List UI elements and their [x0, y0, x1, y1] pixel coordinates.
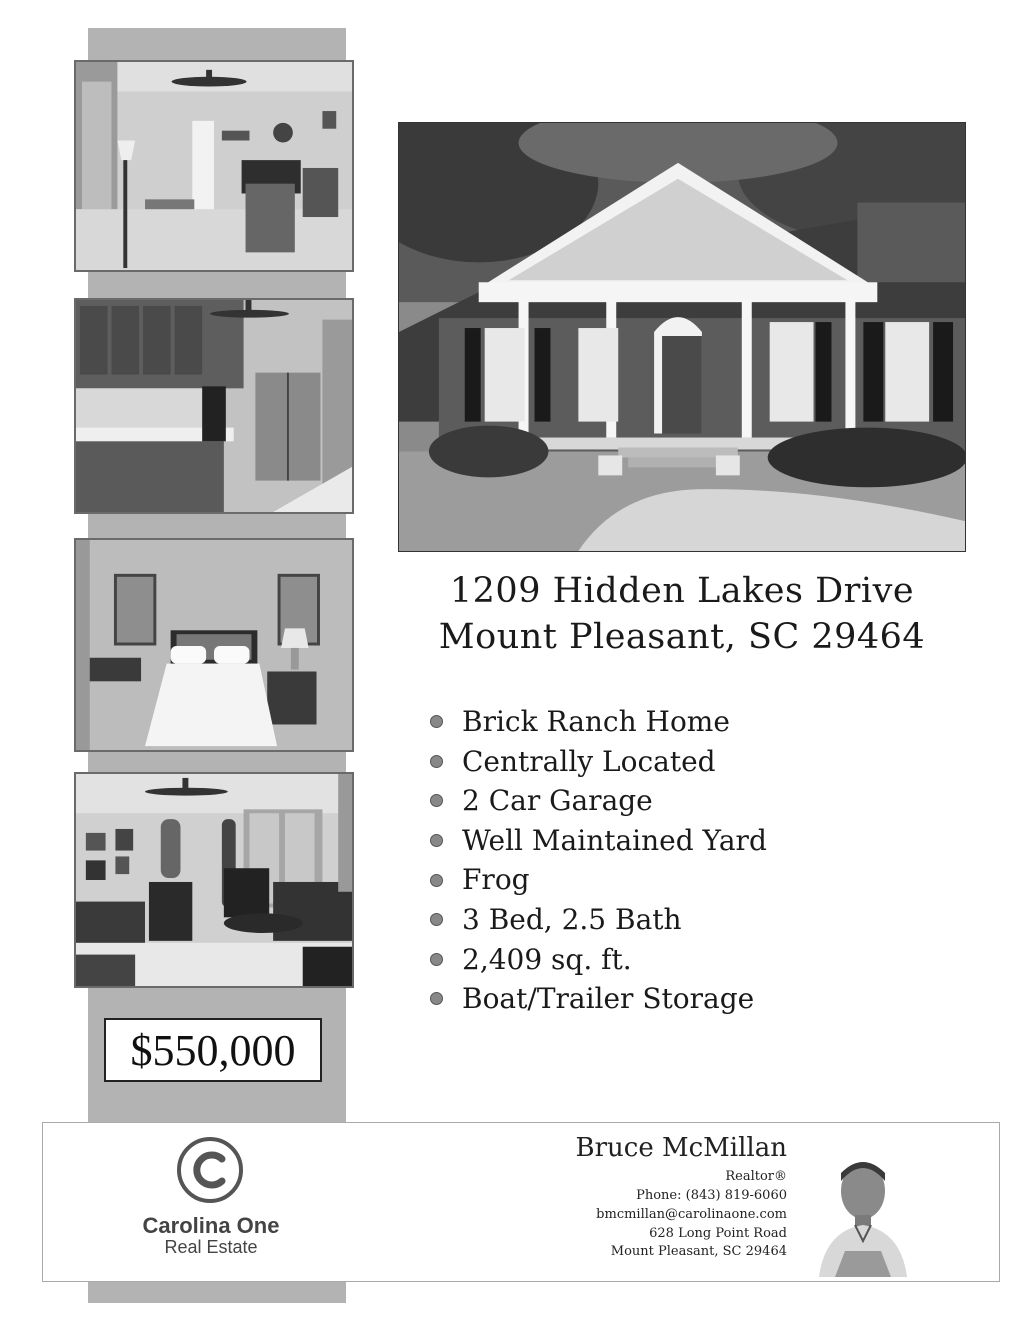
bullet-icon: [430, 715, 443, 728]
address-line-1: 1209 Hidden Lakes Drive: [449, 571, 915, 611]
bedroom-photo: [74, 538, 354, 752]
brokerage-name: Carolina One: [142, 1213, 280, 1238]
bullet-icon: [430, 992, 443, 1005]
feature-list: [430, 702, 767, 1019]
list-item: 2,409 sq. ft.: [430, 940, 767, 980]
bullet-icon: [430, 834, 443, 847]
agent-name: Bruce McMillan: [575, 1133, 787, 1163]
bullet-icon: [430, 794, 443, 807]
agent-city: Mount Pleasant, SC 29464: [610, 1244, 787, 1259]
bullet-icon: [430, 755, 443, 768]
house-exterior-photo: [398, 122, 966, 552]
agent-title: Realtor®: [725, 1169, 787, 1184]
list-item: Centrally Located: [430, 742, 767, 782]
address-line-2: Mount Pleasant, SC 29464: [438, 617, 926, 657]
agent-portrait-photo: [815, 1151, 911, 1277]
family-room-photo: [74, 772, 354, 988]
list-item: 2 Car Garage: [430, 781, 767, 821]
agent-street: 628 Long Point Road: [649, 1226, 787, 1241]
copyright-c-icon: [175, 1135, 245, 1205]
list-item: Frog: [430, 860, 767, 900]
bullet-icon: [430, 913, 443, 926]
list-item: Brick Ranch Home: [430, 702, 767, 742]
agent-phone: Phone: (843) 819-6060: [636, 1188, 787, 1203]
bullet-icon: [430, 953, 443, 966]
list-item: Boat/Trailer Storage: [430, 979, 767, 1019]
kitchen-photo: [74, 298, 354, 514]
list-item: Well Maintained Yard: [430, 821, 767, 861]
bullet-icon: [430, 874, 443, 887]
property-address: [398, 568, 966, 660]
brokerage-subtitle: Real Estate: [164, 1237, 258, 1257]
agent-email: bmcmillan@carolinaone.com: [596, 1207, 787, 1222]
listing-price: $550,000: [130, 1025, 296, 1075]
price-box: [104, 1018, 322, 1082]
footer-contact-box: [42, 1122, 1000, 1282]
list-item: 3 Bed, 2.5 Bath: [430, 900, 767, 940]
living-room-photo: [74, 60, 354, 272]
